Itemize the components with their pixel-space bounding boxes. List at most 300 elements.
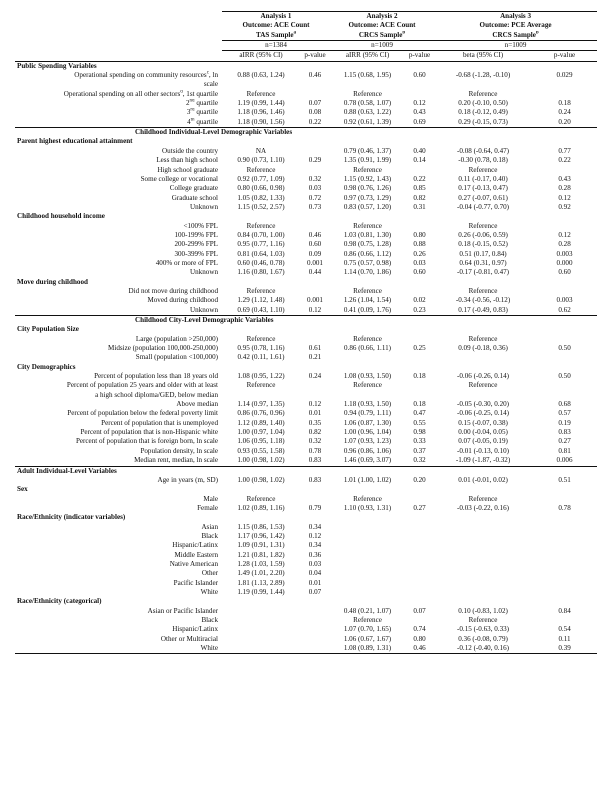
row-label	[15, 560, 222, 569]
analysis-2-pvalue: 0.55	[413, 418, 426, 427]
row-label	[15, 625, 222, 634]
analysis-1-estimate: 1.00 (0.97, 1.04)	[237, 428, 285, 437]
analysis-1-estimate: 0.95 (0.78, 1.16)	[237, 344, 285, 353]
row-label	[15, 579, 222, 588]
analysis-1-pvalue	[300, 391, 330, 400]
analysis-3-estimate: -0.06 (-0.25, 0.14)	[457, 409, 510, 418]
analysis-1-pvalue	[300, 381, 330, 390]
analysis-1-pvalue: 0.46	[308, 230, 322, 239]
analysis-3-estimate	[434, 353, 532, 362]
analysis-3-pvalue	[532, 616, 597, 625]
analysis-1-pvalue: 0.07	[308, 587, 322, 596]
analysis-2-n: n=1009	[330, 41, 434, 51]
row-label-text: Operational spending on all other sectors	[63, 89, 181, 98]
row-label	[15, 108, 222, 117]
table-header	[15, 12, 597, 62]
row-label	[15, 644, 222, 654]
analysis-2-pvalue: 0.02	[413, 296, 426, 305]
analysis-2-estimate	[330, 569, 405, 578]
row-label-text: Unknown	[190, 268, 218, 277]
analysis-3-pvalue: 0.24	[558, 108, 571, 117]
row-label	[15, 391, 222, 400]
analysis-2-pvalue: 0.20	[413, 475, 426, 484]
analysis-1-estimate	[222, 625, 300, 634]
row-label-text: Hispanic/Latinx	[172, 625, 218, 634]
analysis-2-pvalue: 0.98	[413, 428, 426, 437]
analysis-1-estimate: 0.95 (0.77, 1.16)	[237, 240, 285, 249]
analysis-1-estimate-header: aIRR (95% CI)	[222, 51, 300, 61]
analysis-1-pvalue: 0.01	[308, 578, 322, 587]
analysis-2-estimate: 1.06 (0.67, 1.67)	[343, 634, 392, 643]
analysis-2-pvalue: 0.43	[413, 108, 426, 117]
analysis-1-pvalue: 0.12	[308, 305, 322, 314]
table-row	[15, 353, 597, 362]
row-label	[15, 175, 222, 184]
row-label-text: Female	[197, 503, 218, 512]
analysis-1-estimate: 1.29 (1.12, 1.48)	[237, 296, 285, 305]
analysis-1-estimate: Reference	[246, 221, 276, 230]
subsection-heading: Sex	[17, 485, 28, 494]
analysis-2-estimate: 0.97 (0.73, 1.29)	[343, 193, 392, 202]
analysis-2-pvalue-header: p-value	[405, 51, 434, 61]
section-heading: Childhood City-Level Demographic Variables	[15, 316, 597, 326]
analysis-3-estimate: 0.18 (-0.15, 0.52)	[458, 240, 508, 249]
analysis-2-estimate	[330, 579, 405, 588]
row-label-text: Median rent, median, ln scale	[134, 456, 218, 465]
row-label	[15, 588, 222, 597]
table-row	[15, 147, 597, 156]
analysis-1-pvalue: 0.34	[308, 541, 322, 550]
row-label-text: scale	[203, 80, 218, 89]
analysis-3-estimate	[434, 588, 532, 597]
row-label-superscript: d	[180, 89, 183, 95]
row-label-text: Male	[203, 494, 218, 503]
analysis-2-estimate: 1.08 (0.93, 1.50)	[343, 372, 392, 381]
analysis-3-outcome: Outcome: PCE Average	[479, 21, 552, 30]
analysis-1-estimate: 0.92 (0.77, 1.09)	[237, 174, 285, 183]
row-label-text: 400% or more of FPL	[155, 258, 218, 267]
table-row	[15, 400, 597, 409]
analysis-3-estimate: Reference	[468, 165, 498, 174]
analysis-2-estimate: Reference	[353, 381, 382, 390]
analysis-1-pvalue: 0.01	[308, 409, 322, 418]
analysis-3-estimate: -0.05 (-0.30, 0.20)	[457, 400, 510, 409]
analysis-3-estimate: 0.11 (-0.17, 0.40)	[458, 174, 508, 183]
analysis-2-estimate: 1.18 (0.93, 1.50)	[343, 400, 392, 409]
analysis-2-estimate: 1.46 (0.69, 3.07)	[343, 456, 392, 465]
row-label-superscript: th	[190, 117, 195, 123]
row-label	[15, 569, 222, 578]
analysis-2-estimate: 1.15 (0.92, 1.43)	[343, 174, 392, 183]
analysis-1-estimate: 0.88 (0.63, 1.24)	[237, 71, 285, 80]
table-row	[15, 250, 597, 259]
analysis-1-pvalue: 0.46	[308, 71, 322, 80]
analysis-3-estimate: 0.27 (-0.07, 0.61)	[458, 193, 508, 202]
subsection-row	[15, 278, 597, 287]
analysis-3-estimate: -0.03 (-0.22, 0.16)	[457, 503, 510, 512]
row-label-text: Asian or Pacific Islander	[147, 606, 218, 615]
row-label	[15, 456, 222, 466]
row-label	[15, 532, 222, 541]
analysis-3-pvalue: 0.62	[558, 305, 571, 314]
row-label-text: Other	[201, 569, 218, 578]
analysis-3-pvalue: 0.006	[556, 456, 573, 465]
analysis-1-estimate: Reference	[246, 381, 276, 390]
subsection-heading: Race/Ethnicity (categorical)	[17, 597, 102, 606]
analysis-1-pvalue: 0.44	[308, 268, 322, 277]
row-label-text: Percent of population below the federal poverty limit	[67, 409, 218, 418]
analysis-3-pvalue	[532, 222, 597, 231]
analysis-3-title: Analysis 3	[434, 12, 597, 22]
analysis-3-estimate	[434, 541, 532, 550]
analysis-1-estimate: 1.28 (1.03, 1.59)	[237, 559, 285, 568]
analysis-2-estimate: 0.79 (0.46, 1.37)	[343, 146, 392, 155]
analysis-2-estimate: 1.06 (0.87, 1.30)	[343, 418, 392, 427]
row-label	[15, 476, 222, 485]
analysis-3-pvalue: 0.50	[558, 344, 571, 353]
analysis-3-estimate: 0.20 (-0.10, 0.50)	[458, 99, 508, 108]
section-row	[15, 61, 597, 71]
analysis-3-pvalue: 0.84	[558, 606, 571, 615]
analysis-2-pvalue	[405, 523, 434, 532]
analysis-1-pvalue: 0.12	[308, 531, 322, 540]
analysis-2-estimate: 0.98 (0.75, 1.28)	[343, 240, 392, 249]
analysis-3-estimate: -0.30 (0.78, 0.18)	[458, 156, 508, 165]
row-label-text: Less than high school	[156, 156, 218, 165]
row-label	[15, 99, 222, 108]
analysis-3-estimate	[434, 391, 532, 400]
row-label	[15, 166, 222, 175]
analysis-3-pvalue	[532, 391, 597, 400]
subsection-row	[15, 212, 597, 221]
analysis-1-estimate: 1.19 (0.99, 1.44)	[237, 99, 285, 108]
analysis-3-pvalue: 0.20	[558, 117, 571, 126]
row-label-text: 200-299% FPL	[174, 240, 218, 249]
analysis-3-pvalue: 0.54	[558, 625, 571, 634]
row-label-text: Midsize (population 100,000-250,000)	[108, 344, 218, 353]
analysis-3-pvalue	[532, 335, 597, 344]
analysis-3-estimate: -0.34 (-0.56, -0.12)	[455, 296, 511, 305]
analysis-3-pvalue: 0.000	[556, 258, 573, 267]
analysis-2-pvalue	[405, 569, 434, 578]
row-label-text: Hispanic/Latinx	[172, 541, 218, 550]
analysis-1-estimate: 1.17 (0.96, 1.42)	[237, 531, 285, 540]
analysis-2-pvalue: 0.25	[413, 344, 426, 353]
row-label	[15, 344, 222, 353]
table-row	[15, 240, 597, 249]
row-label	[15, 428, 222, 437]
analysis-2-estimate: 0.88 (0.63, 1.22)	[343, 108, 392, 117]
analysis-2-pvalue: 0.33	[413, 437, 426, 446]
row-label-text: College graduate	[169, 184, 218, 193]
table-row	[15, 541, 597, 550]
analysis-2-estimate	[330, 391, 405, 400]
analysis-1-pvalue: 0.83	[308, 456, 322, 465]
analysis-1-estimate: 1.19 (0.99, 1.44)	[237, 587, 285, 596]
table-row	[15, 344, 597, 353]
analysis-3-pvalue	[532, 541, 597, 550]
row-label	[15, 240, 222, 249]
table-row	[15, 194, 597, 203]
analysis-3-estimate	[434, 532, 532, 541]
subsection-row	[15, 325, 597, 334]
analysis-1-pvalue: 0.32	[308, 174, 322, 183]
analysis-2-pvalue	[405, 588, 434, 597]
table-row	[15, 560, 597, 569]
table-row	[15, 588, 597, 597]
analysis-1-pvalue: 0.001	[307, 296, 323, 305]
analysis-2-pvalue: 0.60	[413, 268, 426, 277]
analysis-1-pvalue: 0.22	[308, 117, 322, 126]
analysis-3-estimate: -0.12 (-0.40, 0.16)	[434, 644, 532, 654]
analysis-3-pvalue	[532, 579, 597, 588]
analysis-1-estimate: 1.15 (0.86, 1.53)	[237, 522, 285, 531]
row-label-text: Percent of population 25 years and older with at least	[66, 381, 218, 390]
analysis-2-pvalue: 0.07	[413, 606, 426, 615]
row-label	[15, 71, 222, 80]
analysis-2-pvalue	[405, 616, 434, 625]
analysis-2-estimate: 1.00 (0.96, 1.04)	[343, 428, 392, 437]
analysis-2-pvalue	[405, 495, 434, 504]
row-label	[15, 80, 222, 89]
analysis-2-pvalue: 0.74	[413, 625, 426, 634]
row-label	[15, 523, 222, 532]
section-heading: Childhood Individual-Level Demographic Variables	[15, 128, 597, 138]
analysis-3-estimate: 0.01 (-0.01, 0.02)	[458, 475, 508, 484]
analysis-2-estimate: 0.92 (0.61, 1.39)	[343, 117, 392, 126]
analysis-3-pvalue: 0.12	[558, 193, 571, 202]
table-row	[15, 476, 597, 485]
analysis-2-estimate	[330, 80, 405, 89]
row-label	[15, 400, 222, 409]
table-row	[15, 268, 597, 277]
analysis-3-pvalue: 0.92	[558, 202, 571, 211]
analysis-2-pvalue: 0.18	[413, 372, 426, 381]
analysis-3-estimate: 0.10 (-0.83, 1.02)	[458, 606, 508, 615]
analysis-1-pvalue	[300, 635, 330, 644]
row-label-text: Percent of population that is unemployed	[101, 418, 218, 427]
row-label	[15, 268, 222, 277]
analysis-2-estimate: 1.03 (0.81, 1.30)	[343, 230, 392, 239]
row-label	[15, 156, 222, 165]
row-label	[15, 504, 222, 513]
analysis-2-estimate	[330, 560, 405, 569]
table-row	[15, 625, 597, 634]
analysis-2-estimate: 1.07 (0.93, 1.23)	[343, 437, 392, 446]
analysis-3-pvalue: 0.27	[558, 437, 571, 446]
table-row	[15, 569, 597, 578]
analysis-3-pvalue: 0.51	[558, 475, 571, 484]
analysis-3-estimate: -0.15 (-0.63, 0.33)	[457, 625, 510, 634]
table-row	[15, 175, 597, 184]
analysis-3-estimate: 0.09 (-0.18, 0.36)	[458, 344, 508, 353]
analysis-3-estimate: Reference	[468, 381, 498, 390]
analysis-1-pvalue: 0.60	[308, 240, 322, 249]
analysis-1-estimate: 0.42 (0.11, 1.61)	[237, 353, 285, 362]
analysis-3-pvalue: 0.003	[556, 249, 573, 258]
analysis-2-pvalue	[405, 381, 434, 390]
analysis-2-pvalue: 0.26	[413, 249, 426, 258]
row-label-text: a high school diploma/GED, below median	[95, 390, 218, 399]
analysis-1-estimate: 1.21 (0.81, 1.82)	[237, 550, 285, 559]
analysis-2-estimate: Reference	[353, 89, 382, 98]
analysis-3-pvalue: 0.83	[558, 428, 571, 437]
analysis-1-pvalue: 0.61	[308, 344, 322, 353]
table-row	[15, 551, 597, 560]
analysis-1-sample-note: a	[293, 30, 297, 36]
analysis-2-pvalue: 0.14	[413, 156, 426, 165]
row-label-tail: quartile	[194, 108, 218, 117]
analysis-2-pvalue: 0.03	[413, 258, 426, 267]
analysis-1-pvalue: 0.32	[308, 437, 322, 446]
analysis-1-estimate: 1.02 (0.89, 1.16)	[237, 503, 285, 512]
analysis-2-estimate: 0.96 (0.86, 1.06)	[343, 446, 392, 455]
analysis-1-pvalue	[300, 607, 330, 616]
analysis-1-estimate: 1.00 (0.98, 1.02)	[237, 456, 285, 465]
row-label-text: Middle Eastern	[174, 550, 218, 559]
row-label	[15, 353, 222, 362]
analysis-3-pvalue	[532, 353, 597, 362]
row-label-text: Percent of population that is foreign born, ln scale	[75, 437, 218, 446]
analysis-2-pvalue: 0.47	[413, 409, 426, 418]
row-label	[15, 551, 222, 560]
table-row	[15, 607, 597, 616]
analysis-2-pvalue	[405, 335, 434, 344]
table-row	[15, 108, 597, 117]
analysis-3-estimate-header: beta (95% CI)	[434, 51, 532, 61]
analysis-2-pvalue: 0.46	[405, 644, 434, 654]
analysis-1-estimate	[222, 635, 300, 644]
table-row	[15, 203, 597, 212]
analysis-2-pvalue: 0.22	[413, 174, 426, 183]
row-label-superscript: nd	[189, 99, 195, 104]
row-label	[15, 296, 222, 305]
analysis-1-estimate: 1.15 (0.52, 2.57)	[237, 202, 285, 211]
row-label	[15, 184, 222, 193]
analysis-1-pvalue: 0.03	[308, 184, 322, 193]
analysis-1-pvalue: 0.07	[308, 99, 322, 108]
row-label	[15, 259, 222, 268]
analysis-3-pvalue	[532, 287, 597, 296]
row-label-tail: quartile	[194, 99, 218, 108]
analysis-3-pvalue: 0.43	[558, 174, 571, 183]
row-label-text: Asian	[201, 522, 218, 531]
analysis-3-estimate: 0.64 (0.31, 0.97)	[459, 258, 507, 267]
row-label-text: 2	[186, 99, 190, 108]
analysis-2-pvalue: 0.37	[413, 446, 426, 455]
analysis-3-pvalue	[532, 560, 597, 569]
row-label-text: <100% FPL	[183, 221, 218, 230]
analysis-1-title: Analysis 1	[222, 12, 330, 22]
analysis-2-pvalue: 0.80	[413, 230, 426, 239]
analysis-1-pvalue-header: p-value	[300, 51, 330, 61]
row-label-text: Operational spending on community resources	[74, 71, 207, 80]
analysis-2-estimate: Reference	[353, 494, 382, 503]
analysis-2-estimate	[330, 532, 405, 541]
analysis-2-estimate: 1.01 (1.00, 1.02)	[343, 475, 392, 484]
row-label	[15, 147, 222, 156]
row-label	[15, 541, 222, 550]
analysis-3-pvalue: 0.22	[558, 156, 571, 165]
analysis-3-estimate	[434, 523, 532, 532]
analysis-1-estimate: 0.60 (0.46, 0.78)	[237, 258, 285, 267]
analysis-3-pvalue	[532, 381, 597, 390]
row-label	[15, 635, 222, 644]
row-label-text: Percent of population that is non-Hispanic white	[80, 428, 218, 437]
analysis-2-estimate: 1.26 (1.04, 1.54)	[343, 296, 392, 305]
analysis-3-estimate: 0.17 (-0.13, 0.47)	[458, 184, 508, 193]
analysis-1-estimate: 0.80 (0.66, 0.98)	[237, 184, 285, 193]
analysis-2-estimate: 0.48 (0.21, 1.07)	[343, 606, 392, 615]
analysis-3-pvalue: 0.28	[558, 184, 571, 193]
table-row	[15, 579, 597, 588]
analysis-2-pvalue	[405, 353, 434, 362]
analysis-1-estimate: 1.16 (0.80, 1.67)	[237, 268, 285, 277]
analysis-2-pvalue	[405, 532, 434, 541]
subsection-row	[15, 597, 597, 606]
analysis-3-pvalue: 0.19	[558, 418, 571, 427]
analysis-2-pvalue: 0.80	[413, 634, 426, 643]
analysis-2-pvalue: 0.60	[413, 71, 426, 80]
analysis-2-pvalue	[405, 222, 434, 231]
analysis-2-estimate: 1.35 (0.91, 1.99)	[343, 156, 392, 165]
analysis-1-pvalue	[300, 80, 330, 89]
analysis-2-estimate: 1.15 (0.68, 1.95)	[343, 71, 392, 80]
row-label	[15, 335, 222, 344]
table-row	[15, 456, 597, 466]
analysis-2-pvalue: 0.82	[413, 193, 426, 202]
analysis-3-estimate: 0.17 (-0.49, 0.83)	[458, 305, 508, 314]
row-label	[15, 381, 222, 390]
analysis-2-estimate	[330, 551, 405, 560]
analysis-3-pvalue: 0.28	[558, 240, 571, 249]
row-label-superscript: c	[206, 71, 209, 76]
analysis-2-pvalue: 0.32	[413, 456, 426, 465]
row-label-text: Moved during childhood	[147, 296, 218, 305]
analysis-2-pvalue	[405, 287, 434, 296]
analysis-1-pvalue: 0.09	[308, 249, 322, 258]
analysis-1-pvalue	[300, 147, 330, 156]
subsection-row	[15, 363, 597, 372]
analysis-1-estimate	[222, 607, 300, 616]
row-label-tail: quartile	[194, 117, 218, 126]
analysis-3-estimate: 0.00 (-0.04, 0.05)	[458, 428, 508, 437]
analysis-1-estimate: 0.84 (0.70, 1.00)	[237, 230, 285, 239]
analysis-3-pvalue	[532, 569, 597, 578]
row-label	[15, 495, 222, 504]
table-row	[15, 335, 597, 344]
section-row	[15, 316, 597, 326]
analysis-3-pvalue: 0.18	[558, 99, 571, 108]
analysis-2-estimate	[330, 353, 405, 362]
analysis-2-pvalue	[405, 80, 434, 89]
row-label-text: Graduate school	[171, 193, 218, 202]
row-label-text: Large (population >250,000)	[135, 334, 218, 343]
table-row	[15, 447, 597, 456]
analysis-2-pvalue: 0.27	[413, 503, 426, 512]
analysis-1-estimate: 1.08 (0.95, 1.22)	[237, 372, 285, 381]
analysis-2-estimate-header: aIRR (95% CI)	[330, 51, 405, 61]
row-label	[15, 437, 222, 446]
row-label-tail: , ln	[208, 71, 218, 80]
row-label-text: Pacific Islander	[173, 578, 218, 587]
analysis-2-estimate: 1.08 (0.89, 1.31)	[330, 644, 405, 654]
row-label	[15, 90, 222, 99]
analysis-2-pvalue: 0.23	[413, 305, 426, 314]
row-label	[15, 409, 222, 418]
row-label	[15, 447, 222, 456]
analysis-1-pvalue: 0.34	[308, 522, 322, 531]
